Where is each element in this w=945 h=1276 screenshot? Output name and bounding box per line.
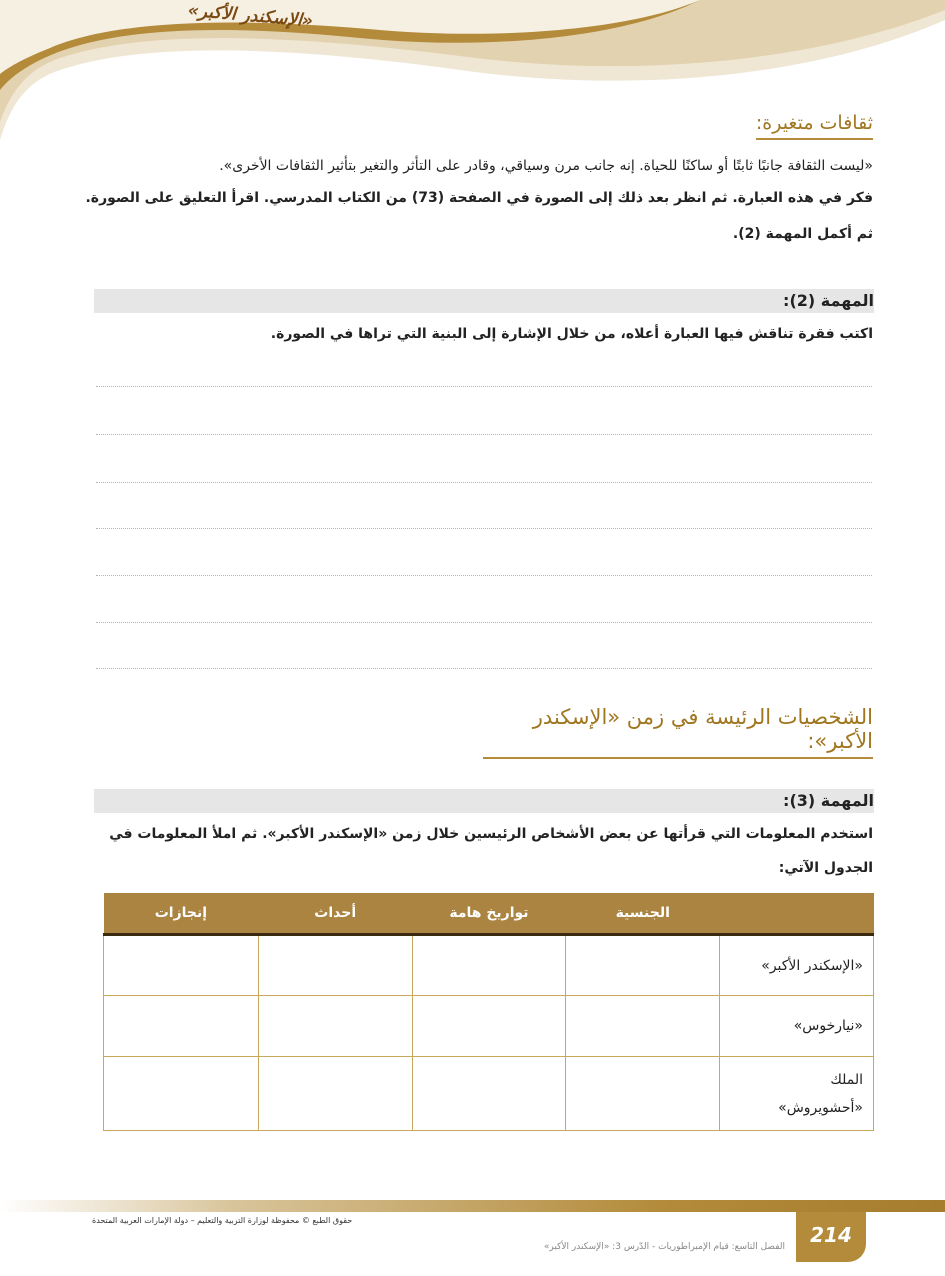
header-important-dates: تواريخ هامة: [412, 893, 566, 935]
writing-line[interactable]: [96, 386, 872, 387]
table-row: [104, 996, 874, 1057]
row-name-cell: [720, 935, 874, 996]
person-name: «نيارخوس»: [793, 1018, 863, 1034]
chapter-lesson-info: الفصل التاسع: قيام الإمبراطوريات - الدّرس 3: «الإسكندر الأكبر»: [543, 1242, 785, 1252]
person-name: «الإسكندر الأكبر»: [761, 957, 863, 974]
task-2-label: المهمة (2):: [783, 291, 874, 310]
table-row: [104, 935, 874, 996]
dates-cell[interactable]: [412, 935, 566, 996]
header-title: «الإسكندر الأكبر»: [187, 0, 314, 32]
task-3-label: المهمة (3):: [783, 791, 874, 810]
dates-cell[interactable]: [412, 1057, 566, 1131]
nationality-cell[interactable]: [566, 1057, 720, 1131]
page-number: 214: [796, 1212, 866, 1262]
task-2-header: [94, 289, 874, 313]
achievements-cell[interactable]: [104, 935, 259, 996]
writing-line[interactable]: [96, 528, 872, 529]
header-events: أحداث: [258, 893, 412, 935]
achievements-cell[interactable]: [104, 996, 259, 1057]
writing-line[interactable]: [96, 482, 872, 483]
writing-line[interactable]: [96, 668, 872, 669]
nationality-cell[interactable]: [566, 996, 720, 1057]
writing-line[interactable]: [96, 434, 872, 435]
copyright-notice: حقوق الطبع © محفوظة لوزارة التربية والتعليم – دولة الإمارات العربية المتحدة: [92, 1216, 353, 1225]
table-header-row: [104, 893, 874, 935]
nationality-cell[interactable]: [566, 935, 720, 996]
task-3-header: [94, 789, 874, 813]
table-row: [104, 1057, 874, 1131]
cultural-quote: «ليست الثقافة جانبًا ثابتًا أو ساكنًا للحياة. إنه جانب مرن وسياقي، وقادر على التأثر والتغير بتأثير الثقافات الأخرى».: [219, 158, 873, 174]
instruction-line-1: فكر في هذه العبارة. ثم انظر بعد ذلك إلى الصورة في الصفحة (73) من الكتاب المدرسي. اقرأ التعليق على الصورة.: [85, 190, 873, 206]
header-achievements: إنجازات: [104, 893, 259, 935]
writing-line[interactable]: [96, 622, 872, 623]
writing-line[interactable]: [96, 575, 872, 576]
events-cell[interactable]: [258, 935, 412, 996]
row-name-cell: [720, 996, 874, 1057]
header-name-column: [720, 893, 874, 935]
task-3-prompt-line-1: استخدم المعلومات التي قرأتها عن بعض الأشخاص الرئيسين خلال زمن «الإسكندر الأكبر». ثم املأ المعلومات في: [109, 826, 873, 842]
row-name-cell: [720, 1057, 874, 1131]
events-cell[interactable]: [258, 996, 412, 1057]
task-3-prompt-line-2: الجدول الآتي:: [778, 860, 873, 876]
person-title: الملك: [830, 1071, 863, 1088]
header-nationality: الجنسية: [566, 893, 720, 935]
instruction-line-2: ثم أكمل المهمة (2).: [732, 226, 873, 242]
section-title-key-figures: الشخصيات الرئيسة في زمن «الإسكندر الأكبر»:: [483, 705, 873, 759]
key-figures-table: [103, 893, 874, 1131]
section-title-changing-cultures: ثقافات متغيرة:: [756, 112, 873, 140]
dates-cell[interactable]: [412, 996, 566, 1057]
footer-band: [0, 1200, 945, 1212]
events-cell[interactable]: [258, 1057, 412, 1131]
person-name: «أحشويروش»: [778, 1099, 863, 1116]
achievements-cell[interactable]: [104, 1057, 259, 1131]
task-2-prompt: اكتب فقرة تناقش فيها العبارة أعلاه، من خلال الإشارة إلى البنية التي تراها في الصورة.: [270, 326, 873, 342]
